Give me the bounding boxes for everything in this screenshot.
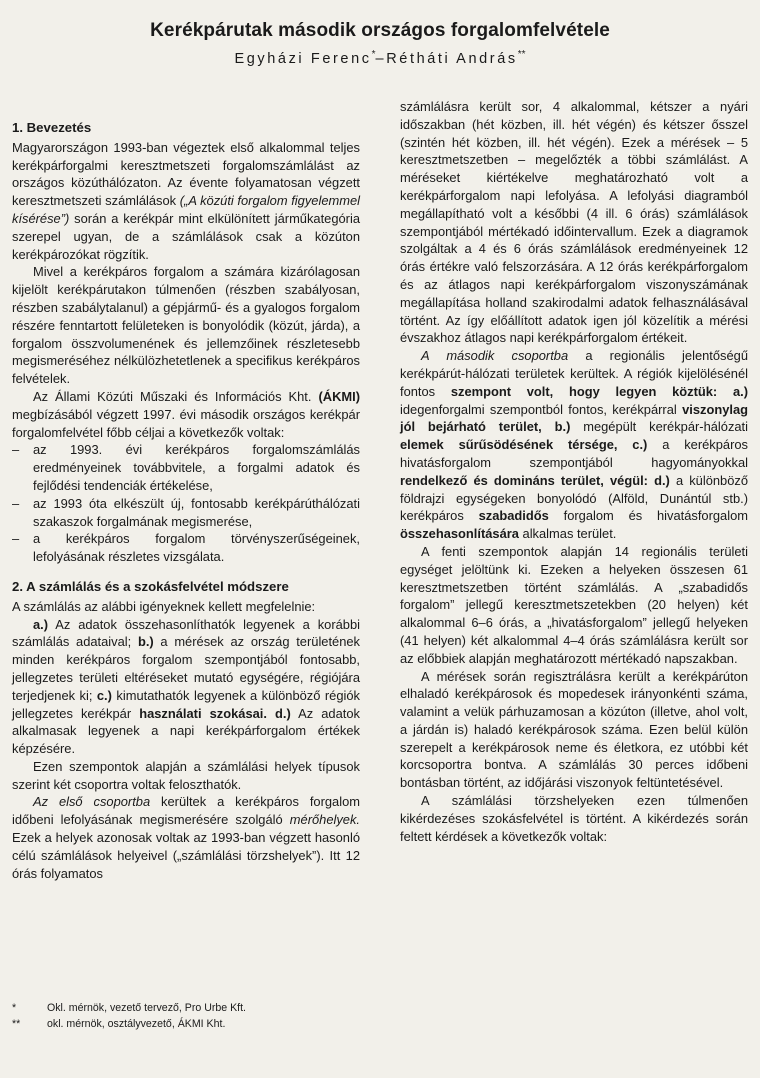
footnote (12, 1016, 360, 1032)
right-paragraph-3: A fenti szempontok alapján 14 regionális területi egységet jelöltünk ki. Ezeken a helyeken összesen 61 keresztmetszetben történt számlálás. A „szabadidős forgalom” jellegű keresztmetszetekben (20 helyen) két alkalommal 6–6 órás, a „hivatásforgalom” jellegű helyeken (41 helyen) két alkalommal 4–4 órás számlálásra került sor az előbbiek alapján meghatározott mértékadó napszakban. (400, 543, 748, 666)
footnote-mark: ** (12, 1018, 21, 1030)
footnotes (12, 1000, 360, 1032)
section-1-paragraph-3: Az Állami Közúti Műszaki és Információs Kht. (ÁKMI) megbízásából végzett 1997. évi második országos kerékpár forgalomfelvétel főbb céljai a következők voltak: (12, 388, 360, 440)
section-2-paragraph-3: Ezen szempontok alapján a számlálási helyek típusok szerint két csoportra voltak feloszthatók. (12, 758, 360, 792)
list-item: – az 1993 óta elkészült új, fontosabb kerékpárúthálózati szakaszok forgalmának megismerése, (12, 495, 360, 531)
footnote-text: Okl. mérnök, vezető tervező, Pro Urbe Kft. (47, 1002, 247, 1014)
footnote (12, 1000, 360, 1016)
footnote-mark: * (12, 1002, 17, 1014)
section-2-paragraph-1: A számlálás az alábbi igényeknek kellett megfelelnie: (12, 598, 316, 614)
author-2-mark: ** (517, 49, 526, 60)
section-2-heading: 2. A számlálás és a szokásfelvétel módszere (12, 578, 289, 594)
footnote-text: okl. mérnök, osztályvezető, ÁKMI Kht. (47, 1018, 226, 1030)
right-paragraph-5: A számlálási törzshelyeken ezen túlmenően kikérdezéses szokásfelvétel is történt. A kikérdezés során feltett kérdések a következők voltak: (400, 793, 748, 844)
right-paragraph-4: A mérések során regisztrálásra került a kerékpárúton elhaladó kerékpárosok és mopedesek irányonkénti száma, valamint a velük párhuzamosan a közúton (illetve, ahol volt, a járdán is) haladó kerékpárosok száma. Ezen belül külön szerepelt a kerékpárosok neme és életkora, ez utóbbi két korcsoportra bontva. A számlálás 30 perces időbeni bontásban történt, az időjárási viszonyok feltüntetésével. (400, 668, 748, 791)
author-2: Rétháti András (386, 50, 518, 67)
right-paragraph-2: A második csoportba a regionális jelentőségű kerékpárút-hálózati területek kerültek. A régiók kijelölésénél fontos szempont volt, hogy legyen köztük: a.) idegenforgalmi szempontból fontos, kerékpárral viszonylag jól bejárható terület, b.) megépült kerékpár-hálózati elemek sűrűsödésének térsége, c.) a kerékpáros hivatásforgalom szempontjából hagyományokkal rendelkező és domináns terület, végül: d.) a különböző földrajzi egységeken bonyolódó (Alföld, Dunántúl stb.) kerékpáros szabadidős forgalom és hivatásforgalom összehasonlítására alkalmas terület. (400, 348, 748, 542)
section-1-paragraph-1: Magyarországon 1993-ban végeztek első alkalommal teljes kerékpárforgalmi keresztmetszeti forgalomszámlálást az országos közúthálózaton. Az évente folyamatosan végzett keresztmetszeti számlálások („A közúti forgalom figyelemmel kísérése”) során a kerékpár mint elkülönített járműkategória szerepel ugyan, de a számlálások csak a közúton kerékpározókat rögzítik. (12, 139, 360, 262)
author-separator: – (375, 50, 387, 67)
section-1-heading: 1. Bevezetés (12, 120, 92, 135)
left-column (12, 100, 360, 882)
section-2-paragraph-2: a.) Az adatok összehasonlíthatók legyenek a korábbi számlálás adataival; b.) a mérések az ország területének minden kerékpáros forgalom szempontjából fontosabb, jellegzetes területi eltéréseket mutató egységére, régiójára terjedjenek ki; c.) kimutathatók legyenek a különböző régiók jellegzetes kerékpár használati szokásai. d.) Az adatok alkalmasak legyenek a napi kerékpárforgalom értékek képzésére. (12, 616, 361, 757)
right-paragraph-1: számlálásra került sor, 4 alkalommal, kétszer a nyári időszakban (hét közben, ill. hét végén) és kétszer ősszel (szintén hét közben, ill. hét végén). Ezek a mérések – 5 keresztmetszetben – megelőzték a többi számlálást. A méréseket kiértékelve meghatározható volt a kerékpárforgalom napi lefolyása. A lefolyási diagramból megállapítható volt a későbbi (4 ill. 6 órás) számlálások szempontjából mértékadó időintervallum. Ezek a diagramok szolgáltak a 4 és 6 órás számlálások eredményeinek 12 órás értékre való felszorzására. A 12 órás kerékpárforgalom és az átlagos napi kerékpárforgalom viszonyszámának megállapítása holland szakirodalmi adatok felhasználásával történt. Az így előállított adatok igen jól közelítik a mérési évszakhoz átlagos napi kerékpárforgalom értékeit. (400, 99, 748, 346)
list-item: – a kerékpáros forgalom törvényszerűségeinek, lefolyásának részletes vizsgálata. (12, 530, 360, 566)
section-1-paragraph-2: Mivel a kerékpáros forgalom a számára kizárólagosan kijelölt kerékpárutakon túlmenően (részben szabályosan, részben szabálytalanul) a gépjármű- és a gyalogos forgalom részére fenntartott felületeken is bonyolódik (közút, járda), a forgalom összvolumenének és jellemzőinek részletesebb megismeréséhez nélkülözhetetlenek a specifikus kerékpáros felvételek. (12, 264, 360, 387)
author-1: Egyházi Ferenc (234, 50, 372, 67)
list-item: – az 1993. évi kerékpáros forgalomszámlálás eredményeinek továbbvitele, a forgalmi adatok és fejlődési tendenciák értékelése, (12, 441, 360, 494)
author-1-mark: * (371, 49, 376, 60)
right-column (400, 98, 748, 845)
section-2-paragraph-4: Az első csoportba kerültek a kerékpáros forgalom időbeni lefolyásának megismerésére szolgáló mérőhelyek. Ezek a helyek azonosak voltak az 1993-ban végzett hasonló célú számlálások helyeivel („számlálási törzshelyek”). Itt 12 órás folyamatos (12, 794, 360, 881)
article-title: Kerékpárutak második országos forgalomfelvétele (150, 20, 610, 41)
goals-list (12, 441, 360, 566)
authors-line (0, 49, 760, 67)
